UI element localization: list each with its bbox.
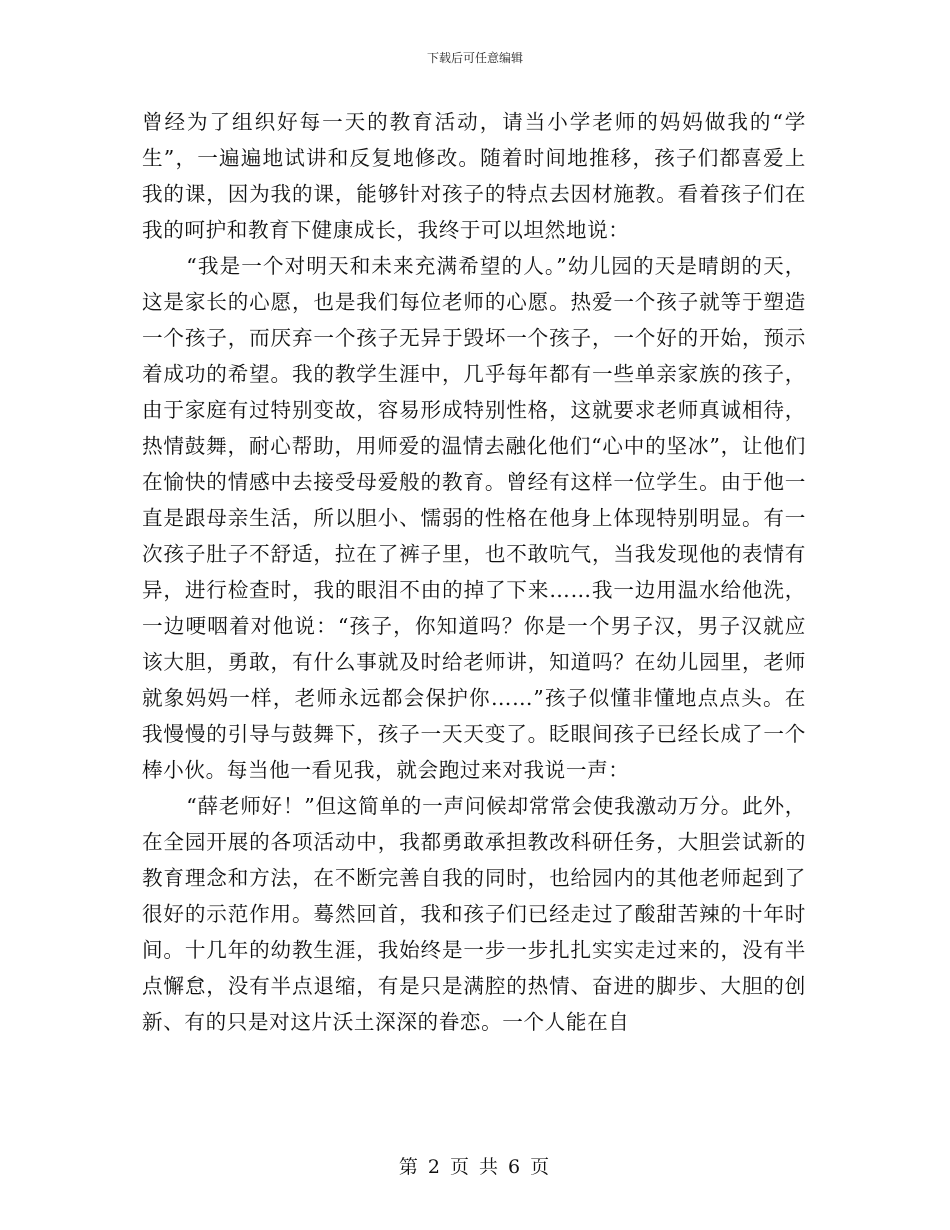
page-number-footer: 第 2 页 共 6 页 — [398, 1156, 552, 1178]
paragraph-3: “薛老师好！”但这简单的一声问候却常常会使我激动万分。此外，在全园开展的各项活动中，我都勇敢承担教改科研任务，大胆尝试新的教育理念和方法，在不断完善自我的同时，也给园内的其他老师起到了很好的示范作用。蓦然回首，我和孩子们已经走过了酸甜苦辣的十年时间。十几年的幼教生涯，我始终是一步一步扎扎实实走过来的，没有半点懈怠，没有半点退缩，有是只是满腔的热情、奋进的脚步、大胆的创新、有的只是对这片沃土深深的眷恋。一个人能在自 — [142, 794, 806, 1034]
paragraph-1: 曾经为了组织好每一天的教育活动，请当小学老师的妈妈做我的“学生”，一遍遍地试讲和反复地修改。随着时间地推移，孩子们都喜爱上我的课，因为我的课，能够针对孩子的特点去因材施教。看着孩子们在我的呵护和教育下健康成长，我终于可以坦然地说： — [142, 110, 806, 242]
paragraph-2: “我是一个对明天和未来充满希望的人。”幼儿园的天是晴朗的天，这是家长的心愿，也是我们每位老师的心愿。热爱一个孩子就等于塑造一个孩子，而厌弃一个孩子无异于毁坏一个孩子，一个好的开始，预示着成功的希望。我的教学生涯中，几乎每年都有一些单亲家族的孩子，由于家庭有过特别变故，容易形成特别性格，这就要求老师真诚相待，热情鼓舞，耐心帮助，用师爱的温情去融化他们“心中的坚冰”，让他们在愉快的情感中去接受母爱般的教育。曾经有这样一位学生。由于他一直是跟母亲生活，所以胆小、懦弱的性格在他身上体现特别明显。有一次孩子肚子不舒适，拉在了裤子里，也不敢吭气，当我发现他的表情有异，进行检查时，我的眼泪不由的掉了下来……我一边用温水给他洗，一边哽咽着对他说：“孩子，你知道吗？你是一个男子汉，男子汉就应该大胆，勇敢，有什么事就及时给老师讲，知道吗？在幼儿园里，老师就象妈妈一样，老师永远都会保护你……”孩子似懂非懂地点点头。在我慢慢的引导与鼓舞下，孩子一天天变了。眨眼间孩子已经长成了一个棒小伙。每当他一看见我，就会跑过来对我说一声： — [142, 254, 806, 782]
body-text — [142, 104, 806, 1040]
page-header: 下载后可任意编辑 — [426, 51, 523, 65]
